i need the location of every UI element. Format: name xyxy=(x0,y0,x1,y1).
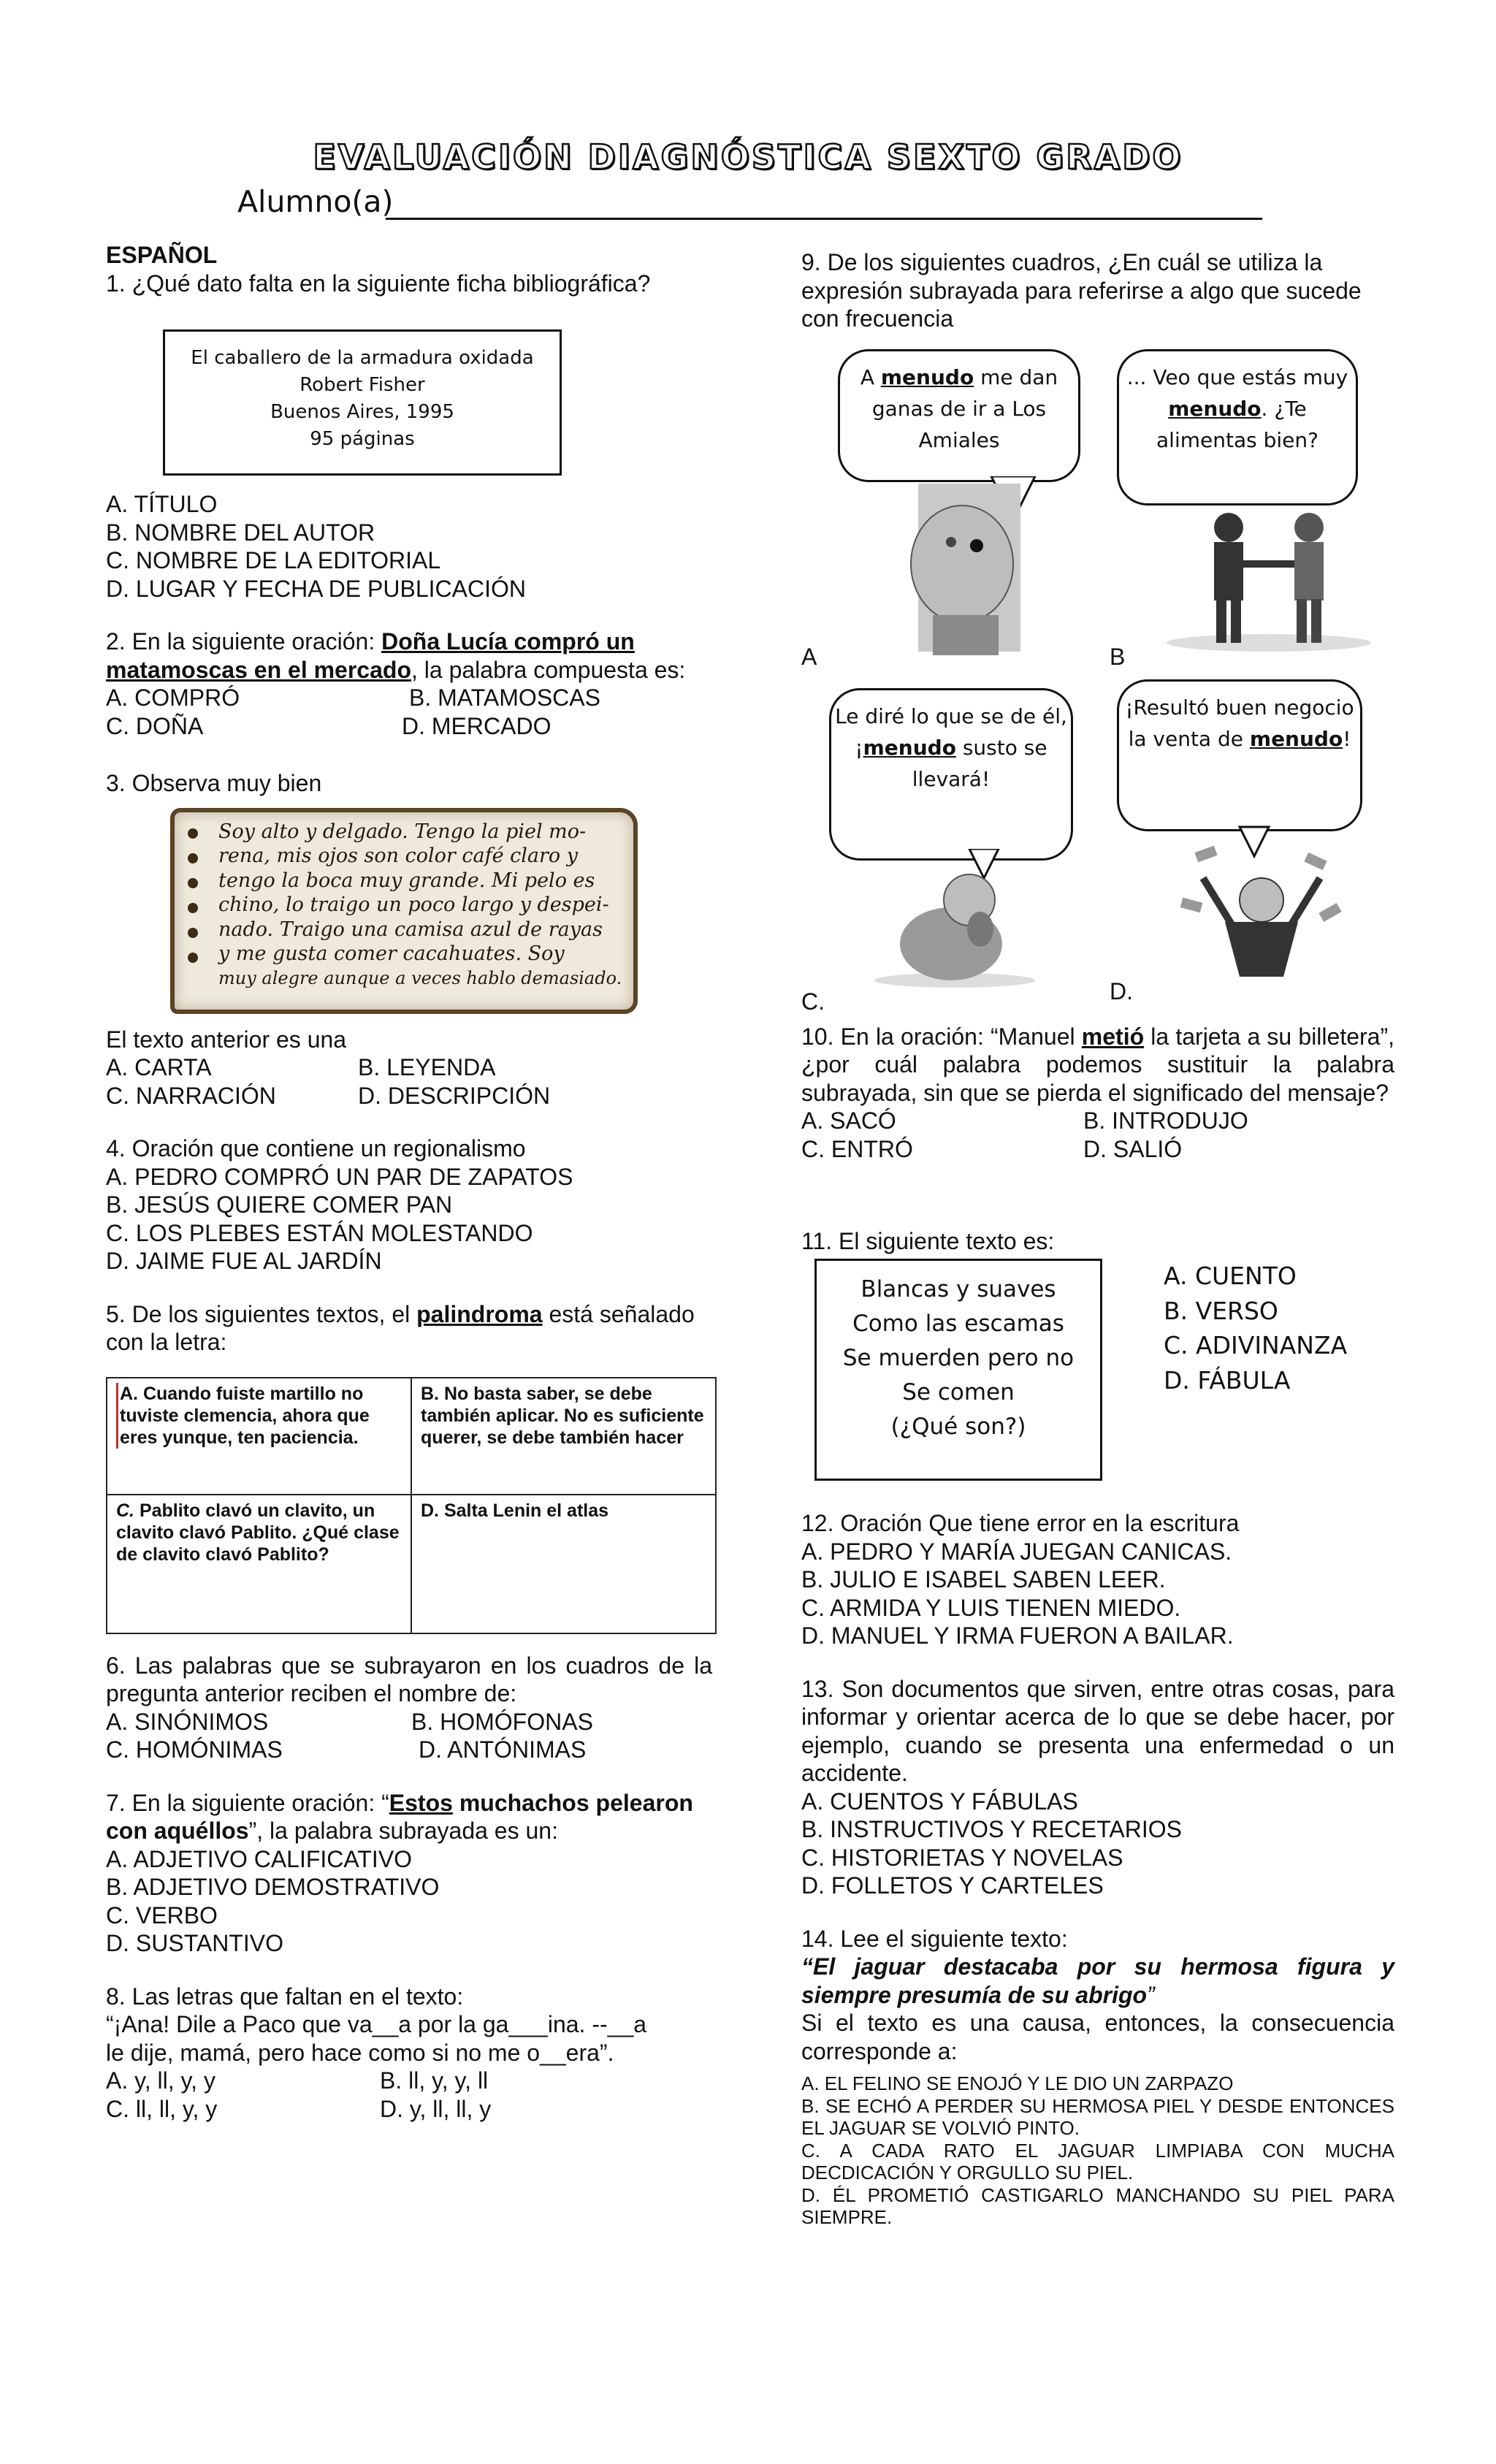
card-line: Robert Fisher xyxy=(299,374,425,396)
bubble-text: A xyxy=(860,365,881,389)
q4-option[interactable]: C. LOS PLEBES ESTÁN MOLESTANDO xyxy=(106,1219,533,1246)
page-title: EVALUACIÓN DIAGNÓSTICA SEXTO GRADO xyxy=(313,137,1183,177)
q12-option[interactable]: D. MANUEL Y IRMA FUERON A BAILAR. xyxy=(801,1622,1234,1649)
q14-option[interactable]: A. EL FELINO SE ENOJÓ Y LE DIO UN ZARPAZO xyxy=(801,2072,1234,2094)
q14-quote xyxy=(801,1953,1394,2009)
q11-option[interactable]: A. CUENTO xyxy=(1164,1262,1297,1290)
q3-text: 3. Observa muy bien xyxy=(106,770,322,796)
q11-options xyxy=(1164,1259,1347,1397)
table-cell-d[interactable] xyxy=(411,1495,716,1633)
q8-option[interactable]: D. y, ll, ll, y xyxy=(380,2095,492,2122)
verse-line: Blancas y suaves xyxy=(860,1276,1056,1302)
q10-option[interactable]: A. SACÓ xyxy=(801,1107,896,1134)
bubble-text: me dan ganas de ir a Los Amiales xyxy=(871,365,1058,452)
q6-option[interactable]: C. HOMÓNIMAS xyxy=(106,1736,283,1763)
q7-post: ”, la palabra subrayada es un: xyxy=(248,1818,558,1844)
q10-option[interactable]: D. SALIÓ xyxy=(1083,1135,1183,1162)
verse-line: Se muerden pero no xyxy=(842,1345,1075,1371)
q6-text: 6. Las palabras que se subrayaron en los cuadros de la pregunta anterior reciben el nombre de: xyxy=(106,1652,712,1706)
q4-text: 4. Oración que contiene un regionalismo xyxy=(106,1135,526,1162)
q10-text xyxy=(801,1023,1394,1107)
q14-quote-end: ” xyxy=(1147,1981,1155,2008)
note-line: nado. Traigo una camisa azul de rayas xyxy=(218,918,603,941)
q3-option[interactable]: D. DESCRIPCIÓN xyxy=(358,1082,551,1109)
q1-text: 1. ¿Qué dato falta en la siguiente ficha bibliográfica? xyxy=(106,270,651,297)
q7-option[interactable]: A. ADJETIVO CALIFICATIVO xyxy=(106,1845,413,1872)
q7-underlined: Estos xyxy=(389,1789,453,1816)
q11-option[interactable]: B. VERSO xyxy=(1164,1296,1278,1325)
cell-d-text: D. Salta Lenin el atlas xyxy=(421,1500,609,1521)
q12-option[interactable]: A. PEDRO Y MARÍA JUEGAN CANICAS. xyxy=(801,1538,1232,1565)
table-cell-b[interactable] xyxy=(411,1378,716,1495)
q8-text: 8. Las letras que faltan en el texto: xyxy=(106,1983,464,2010)
q3-option[interactable]: A. CARTA xyxy=(106,1054,212,1080)
q13-option[interactable]: D. FOLLETOS Y CARTELES xyxy=(801,1872,1104,1899)
binder-dot xyxy=(188,928,198,938)
q4-option[interactable]: B. JESÚS QUIERE COMER PAN xyxy=(106,1191,453,1218)
q6-option[interactable]: A. SINÓNIMOS xyxy=(106,1708,269,1735)
q7-text xyxy=(106,1789,712,1845)
q8-option[interactable]: C. ll, ll, y, y xyxy=(106,2095,218,2122)
bubble-underlined: menudo xyxy=(863,735,956,760)
q5-text xyxy=(106,1300,712,1357)
palindrome-table xyxy=(106,1377,717,1634)
q2-text xyxy=(106,628,712,684)
q13-option[interactable]: B. INSTRUCTIVOS Y RECETARIOS xyxy=(801,1816,1182,1842)
cartoon-figure-a xyxy=(874,476,1064,655)
q3-after: El texto anterior es una xyxy=(106,1026,347,1053)
q13-option[interactable]: A. CUENTOS Y FÁBULAS xyxy=(801,1788,1078,1815)
q1-option[interactable]: B. NOMBRE DEL AUTOR xyxy=(106,519,375,546)
q4-option[interactable]: D. JAIME FUE AL JARDÍN xyxy=(106,1248,382,1274)
q10-option[interactable]: C. ENTRÓ xyxy=(801,1135,913,1162)
q10-option[interactable]: B. INTRODUJO xyxy=(1083,1107,1248,1134)
bubble-underlined: menudo xyxy=(1249,726,1343,751)
note-line: rena, mis ojos son color café claro y xyxy=(218,844,578,867)
q11-option[interactable]: C. ADIVINANZA xyxy=(1164,1331,1348,1359)
q7-pre: 7. En la siguiente oración: “ xyxy=(106,1789,389,1816)
bubble-text: susto se llevará! xyxy=(912,735,1047,791)
q2-option[interactable]: A. COMPRÓ xyxy=(106,684,240,711)
cartoon-figure-c xyxy=(860,849,1035,988)
q13-option[interactable]: C. HISTORIETAS Y NOVELAS xyxy=(801,1844,1123,1871)
speech-bubble-b[interactable] xyxy=(1117,349,1358,506)
q3-option[interactable]: C. NARRACIÓN xyxy=(106,1082,276,1109)
binder-dot xyxy=(188,878,198,888)
speech-bubble-c[interactable] xyxy=(829,688,1073,861)
note-line: chino, lo traigo un poco largo y despei- xyxy=(218,893,609,916)
handwritten-note xyxy=(170,808,638,1014)
bibliographic-card xyxy=(163,329,562,476)
panel-letter: A xyxy=(801,643,817,670)
q2-pre: 2. En la siguiente oración: xyxy=(106,628,382,655)
q6-option[interactable]: D. ANTÓNIMAS xyxy=(419,1736,587,1763)
card-line: 95 páginas xyxy=(310,428,415,450)
right-column-lower xyxy=(801,1509,1394,2229)
card-line: El caballero de la armadura oxidada xyxy=(191,347,534,369)
card-line: Buenos Aires, 1995 xyxy=(270,401,454,423)
note-line: muy alegre aunque a veces hablo demasiado. xyxy=(218,967,622,988)
q7-option[interactable]: D. SUSTANTIVO xyxy=(106,1930,283,1956)
bubble-text: Le diré lo que se de él, ¡ xyxy=(835,703,1067,760)
q8-line: le dije, mamá, pero hace como si no me o__era”. xyxy=(106,2039,614,2066)
q6-option[interactable]: B. HOMÓFONAS xyxy=(411,1708,593,1735)
q12-option[interactable]: C. ARMIDA Y LUIS TIENEN MIEDO. xyxy=(801,1594,1181,1621)
q12-option[interactable]: B. JULIO E ISABEL SABEN LEER. xyxy=(801,1566,1166,1593)
q14-option[interactable]: C. A CADA RATO EL JAGUAR LIMPIABA CON MUCHA DECDICACIÓN Y ORGULLO SU PIEL. xyxy=(801,2139,1394,2183)
bubble-text: . ¿Te alimentas bien? xyxy=(1156,396,1318,452)
cell-b-text: B. No basta saber, se debe también aplicar. No es suficiente querer, se debe también hacer xyxy=(421,1383,704,1448)
student-name-field[interactable] xyxy=(386,218,1262,220)
q11-option[interactable]: D. FÁBULA xyxy=(1164,1365,1291,1395)
binder-dot xyxy=(188,853,198,863)
bubble-text: ! xyxy=(1343,726,1351,751)
right-column xyxy=(801,248,1394,1163)
riddle-box xyxy=(814,1259,1102,1481)
q14-quote-text: “El jaguar destacaba por su hermosa figura y siempre presumía de su abrigo xyxy=(801,1953,1394,2008)
verse-line: (¿Qué son?) xyxy=(890,1414,1026,1440)
q13-text: 13. Son documentos que sirven, entre otras cosas, para informar y orientar acerca de lo que se debe hacer, por ejemplo, cuando se presenta una enfermedad o un accidente. xyxy=(801,1675,1394,1786)
q1-option[interactable]: A. TÍTULO xyxy=(106,491,218,517)
note-line: tengo la boca muy grande. Mi pelo es xyxy=(218,869,595,892)
bubble-underlined: menudo xyxy=(1168,396,1262,421)
q10-underlined: metió xyxy=(1081,1023,1145,1050)
speech-bubble-d[interactable] xyxy=(1117,679,1362,831)
panel-letter: C. xyxy=(801,988,825,1015)
q8-option[interactable]: B. ll, y, y, ll xyxy=(380,2067,489,2094)
binder-dot xyxy=(188,828,198,839)
q14-option[interactable]: D. ÉL PROMETIÓ CASTIGARLO MANCHANDO SU PIEL PARA SIEMPRE. xyxy=(801,2183,1394,2228)
q9-text: 9. De los siguientes cuadros, ¿En cuál se utiliza la expresión subrayada para referirse a algo que sucede con frecuencia xyxy=(801,249,1362,332)
comic-panels xyxy=(801,337,1394,1017)
bubble-text: ¡Resultó buen negocio la venta de xyxy=(1125,695,1354,751)
cell-c-text: Pablito clavó un clavito, un clavito clavó Pablito. ¿Qué clase de clavito clavó Pablito? xyxy=(116,1500,400,1565)
q8-line: “¡Ana! Dile a Paco que va__a por la ga___ina. --__a xyxy=(106,2011,647,2037)
bubble-underlined: menudo xyxy=(880,365,974,389)
binder-dot xyxy=(188,903,198,913)
note-line: y me gusta comer cacahuates. Soy xyxy=(218,942,565,965)
q7-option[interactable]: B. ADJETIVO DEMOSTRATIVO xyxy=(106,1874,440,1900)
q12-text: 12. Oración Que tiene error en la escritura xyxy=(801,1510,1240,1536)
q2-underlined: Doña Lucía compró un matamoscas en el mercado xyxy=(106,628,635,683)
note-line: Soy alto y delgado. Tengo la piel mo- xyxy=(218,820,587,843)
q11-text: 11. El siguiente texto es: xyxy=(801,1228,1055,1254)
verse-line: Como las escamas xyxy=(852,1311,1064,1337)
handshake-figures xyxy=(1159,506,1378,652)
q10-pre: 10. En la oración: “Manuel xyxy=(801,1023,1082,1050)
q4-option[interactable]: A. PEDRO COMPRÓ UN PAR DE ZAPATOS xyxy=(106,1163,573,1190)
q1-option[interactable]: C. NOMBRE DE LA EDITORIAL xyxy=(106,547,441,573)
panel-letter: D. xyxy=(1110,977,1133,1004)
speech-bubble-a[interactable] xyxy=(838,349,1080,482)
q7-option[interactable]: C. VERBO xyxy=(106,1902,218,1929)
cell-c-letter: C. xyxy=(116,1500,134,1521)
money-figure-d xyxy=(1167,820,1356,988)
q14-option[interactable]: B. SE ECHÓ A PERDER SU HERMOSA PIEL Y DESDE ENTONCES EL JAGUAR SE VOLVIÓ PINTO. xyxy=(801,2094,1394,2139)
q14-after: Si el texto es una causa, entonces, la consecuencia corresponde a: xyxy=(801,2010,1394,2064)
bubble-text: ... Veo que estás muy xyxy=(1126,365,1348,389)
panel-letter: B xyxy=(1110,643,1126,670)
table-cell-a[interactable] xyxy=(107,1378,411,1495)
q2-option[interactable]: D. MERCADO xyxy=(402,712,552,739)
q5-word: palindroma xyxy=(416,1300,543,1327)
left-column xyxy=(106,241,712,2123)
binder-dot xyxy=(188,953,198,963)
q7-bold: muchachos pelearon con aquéllos xyxy=(106,1789,693,1844)
q2-option[interactable]: B. MATAMOSCAS xyxy=(409,684,600,711)
q1-option[interactable]: D. LUGAR Y FECHA DE PUBLICACIÓN xyxy=(106,575,526,602)
q3-option[interactable]: B. LEYENDA xyxy=(358,1054,496,1080)
q10-post: la tarjeta a su billetera”, ¿por cuál palabra podemos sustituir la palabra subrayada, sin que se pierda el significado del mensaje? xyxy=(801,1023,1395,1106)
student-name-label: Alumno(a) xyxy=(237,184,394,219)
q8-option[interactable]: A. y, ll, y, y xyxy=(106,2067,215,2094)
section-heading: ESPAÑOL xyxy=(106,242,218,268)
q5-pre: 5. De los siguientes textos, el xyxy=(106,1300,417,1327)
table-cell-c[interactable] xyxy=(107,1495,411,1633)
note-text xyxy=(218,820,623,991)
q14-text: 14. Lee el siguiente texto: xyxy=(801,1925,1068,1952)
verse-line: Se comen xyxy=(902,1379,1015,1405)
q2-option[interactable]: C. DOÑA xyxy=(106,712,204,739)
q2-post: , la palabra compuesta es: xyxy=(411,656,686,683)
cell-a-text: A. Cuando fuiste martillo no tuviste clemencia, ahora que eres yunque, ten paciencia. xyxy=(116,1383,402,1449)
q5-post: está señalado con la letra: xyxy=(106,1300,695,1355)
